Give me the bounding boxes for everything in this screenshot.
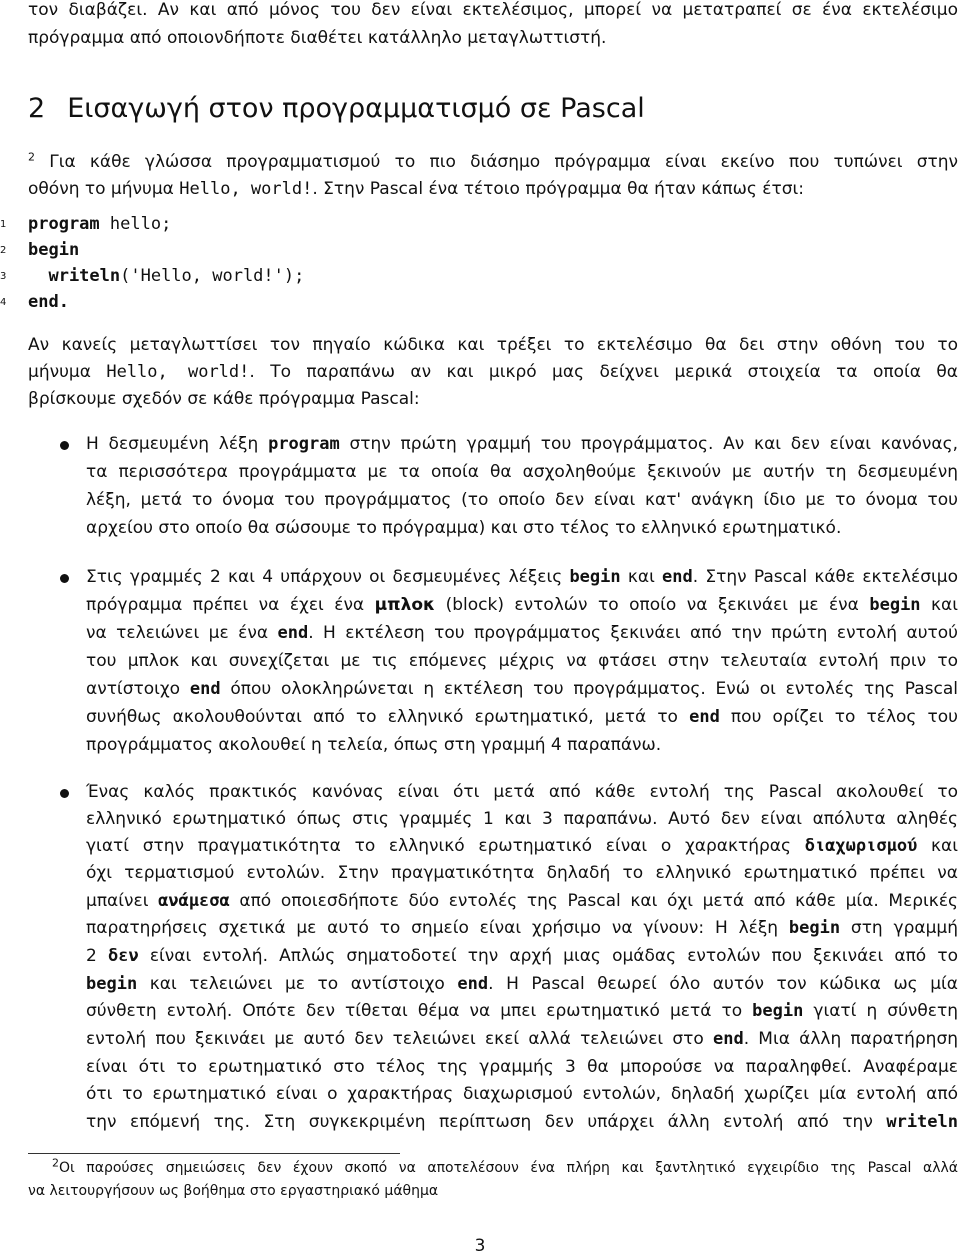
- code-keyword: writeln: [28, 266, 121, 286]
- line-number: 4: [0, 297, 7, 308]
- bullet-dot: [60, 789, 69, 798]
- para1-text: οθόνη το μήνυμα: [28, 179, 180, 199]
- footnote-line-2: να λειτουργήσουν ως βοήθημα στο εργαστηριακό μάθημα: [28, 1183, 439, 1199]
- bullet3-line: ότι το ερωτηματικό είναι ο χαρακτήρας διαχωρισμού εντολών, δηλαδή χωρίζει μία εντολή από: [86, 1084, 958, 1104]
- bullet3-line: όχι τερματισμού εντολών. Στην πραγματικότητα δηλαδή το ελληνικό ερωτηματικό πρέπει να: [86, 863, 958, 883]
- code-text: ('Hello, world!');: [120, 266, 305, 286]
- inline-code: program: [268, 434, 340, 454]
- para2-line-1: Αν κανείς μεταγλωττίσει τον πηγαίο κώδικα και τρέξει το εκτελέσιμο θα δει στην οθόνη του το: [28, 335, 958, 355]
- bullet-dot: [60, 574, 69, 583]
- bold-term: δεν: [107, 946, 139, 966]
- bold-term: διαχωρισμού: [804, 836, 918, 856]
- para1-text: . Στην Pascal ένα τέτοιο πρόγραμμα θα ήταν κάπως έτσι:: [312, 179, 804, 199]
- bullet1-line: τα περισσότερα προγράμματα με τα οποία θα ασχοληθούμε ξεκινούν με αυτήν τη δεσμευμένη: [86, 462, 958, 482]
- bullet3-line: σύνθετη εντολή. Οπότε δεν τίθεται θέμα να μπει ερωτηματικό μετά το begin γιατί η σύνθετη: [86, 1001, 958, 1021]
- para2-text: . Το παραπάνω αν και μικρό μας δείχνει μερικά στοιχεία τα οποία θα: [249, 362, 958, 382]
- code-keyword: end.: [28, 292, 69, 312]
- bullet2-line: πρόγραμμα πρέπει να έχει ένα μπλοκ (block) εντολών το οποίο να ξεκινάει με ένα begin και: [86, 595, 958, 615]
- para2-line-2: [28, 362, 958, 382]
- footnote-marker: 2: [28, 150, 35, 164]
- section-heading: [28, 90, 645, 128]
- para2-text: μήνυμα: [28, 362, 107, 382]
- inline-code: writeln: [886, 1112, 958, 1132]
- section-title: Εισαγωγή στον προγραμματισμό σε Pascal: [67, 93, 645, 124]
- bullet2-line: συνήθως ακολουθούνται από το ελληνικό ερωτηματικό, μετά το end που ορίζει το τέλος του: [86, 707, 958, 727]
- inline-code: begin: [86, 974, 138, 994]
- line-number: 1: [0, 219, 7, 230]
- bullet2-line: Στις γραμμές 2 και 4 υπάρχουν οι δεσμευμένες λέξεις begin και end. Στην Pascal κάθε εκτελέσιμο: [86, 567, 958, 587]
- inline-code: end: [712, 1029, 744, 1049]
- para2-line-3: βρίσκουμε σχεδόν σε κάθε πρόγραμμα Pascal:: [28, 389, 420, 409]
- line-number: 2: [0, 245, 7, 256]
- bold-term: ανάμεσα: [158, 891, 230, 911]
- inline-code: end: [689, 707, 720, 727]
- bullet3-line: γιατί στην πραγματικότητα το ελληνικό ερωτηματικό είναι ο χαρακτήρας διαχωρισμού και: [86, 836, 958, 856]
- page-number: 3: [474, 1236, 486, 1256]
- inline-code: end: [662, 567, 693, 587]
- intro-line-1: τον διαβάζει. Αν και από μόνος του δεν είναι εκτελέσιμος, μπορεί να μετατραπεί σε ένα εκτελέσιμο: [28, 0, 958, 20]
- bullet3-line: 2 δεν είναι εντολή. Απλώς σηματοδοτεί την αρχή μιας ομάδας εντολών που ξεκινάει από το: [86, 946, 958, 966]
- bullet3-line: την επόμενή της. Στη συγκεκριμένη περίπτωση δεν υπάρχει άλλη εντολή από την writeln: [86, 1112, 958, 1132]
- bullet3-line: είναι ότι το ερωτηματικό στο τέλος της γραμμής 3 θα μπορούσε να παραληφθεί. Αναφέραμε: [86, 1057, 958, 1077]
- section-number: 2: [28, 93, 46, 124]
- code-keyword: program: [28, 214, 100, 234]
- inline-code: end: [457, 974, 489, 994]
- bold-term: μπλοκ: [374, 595, 436, 615]
- inline-code: begin: [869, 595, 921, 615]
- bullet1-line: αρχείου στο οποίο θα σώσουμε το πρόγραμμα) και στο τέλος το ελληνικό ερωτηματικό.: [86, 518, 842, 538]
- inline-code: begin: [788, 918, 841, 938]
- bullet3-line: Ένας καλός πρακτικός κανόνας είναι ότι μετά από κάθε εντολή της Pascal ακολουθεί το: [86, 782, 958, 802]
- bullet2-line: προγράμματος ακολουθεί η τελεία, όπως στη γραμμή 4 παραπάνω.: [86, 735, 662, 755]
- inline-code: Hello, world!: [106, 362, 250, 382]
- inline-code: Hello, world!: [179, 179, 313, 199]
- inline-code: begin: [569, 567, 621, 587]
- bullet-dot: [60, 441, 69, 450]
- footnote-rule: [28, 1153, 400, 1154]
- footnote-number: 2: [52, 1156, 59, 1170]
- footnote-line-1: [52, 1156, 958, 1176]
- bullet3-line: begin και τελειώνει με το αντίστοιχο end. Η Pascal θεωρεί όλο αυτόν τον κώδικα ως μία: [86, 974, 958, 994]
- para1-text: Για κάθε γλώσσα προγραμματισμού το πιο διάσημο πρόγραμμα είναι εκείνο που τυπώνει στην: [49, 152, 959, 172]
- inline-code: end: [189, 679, 221, 699]
- intro-line-2: πρόγραμμα από οποιονδήποτε διαθέτει κατάλληλο μεταγλωττιστή.: [28, 28, 607, 48]
- para1-line-2: [28, 179, 804, 199]
- bullet2-line: να τελειώνει με ένα end. Η εκτέλεση του προγράμματος ξεκινάει από την πρώτη εντολή αυτού: [86, 623, 959, 643]
- bullet3-line: εντολή που ξεκινάει με αυτό δεν τελειώνει εκεί αλλά τελειώνει στο end. Μια άλλη παρατήρηση: [86, 1029, 958, 1049]
- bullet3-line: μπαίνει ανάμεσα από οποιεσδήποτε δύο εντολές της Pascal και όχι μετά από κάθε μία. Μερικές: [86, 891, 958, 911]
- bullet2-line: του μπλοκ και συνεχίζεται με τις επόμενες μέχρις να φτάσει στην τελευταία εντολή πριν το: [86, 651, 958, 671]
- code-keyword: begin: [28, 240, 80, 260]
- line-number: 3: [0, 271, 7, 282]
- inline-code: end: [277, 623, 309, 643]
- code-text: hello;: [99, 214, 172, 234]
- para1-line-1: [28, 152, 958, 172]
- inline-code: begin: [752, 1001, 804, 1021]
- bullet1-line: Η δεσμευμένη λέξη program στην πρώτη γραμμή του προγράμματος. Αν και δεν είναι κανόνας,: [86, 434, 959, 454]
- footnote-text: Οι παρούσες σημειώσεις δεν έχουν σκοπό να αποτελέσουν ένα πλήρη και ξαντλητικό εγχειρίδιο της Pascal αλλά: [59, 1160, 958, 1176]
- bullet2-line: αντίστοιχο end όπου ολοκληρώνεται η εκτέλεση του προγράμματος. Ενώ οι εντολές της Pascal: [86, 679, 958, 699]
- bullet3-line: ελληνικό ερωτηματικό όπως στις γραμμές 1 και 3 παραπάνω. Αυτό δεν είναι απόλυτα αληθές: [86, 809, 958, 829]
- bullet1-line: λέξη, μετά το όνομα του προγράμματος (το οποίο δεν είναι κατ' ανάγκη ίδιο με το όνομα του: [86, 490, 958, 510]
- bullet3-line: παρατηρήσεις σχετικά με αυτό το σημείο είναι χρήσιμο να γίνουν: Η λέξη begin στη γραμμή: [86, 918, 958, 938]
